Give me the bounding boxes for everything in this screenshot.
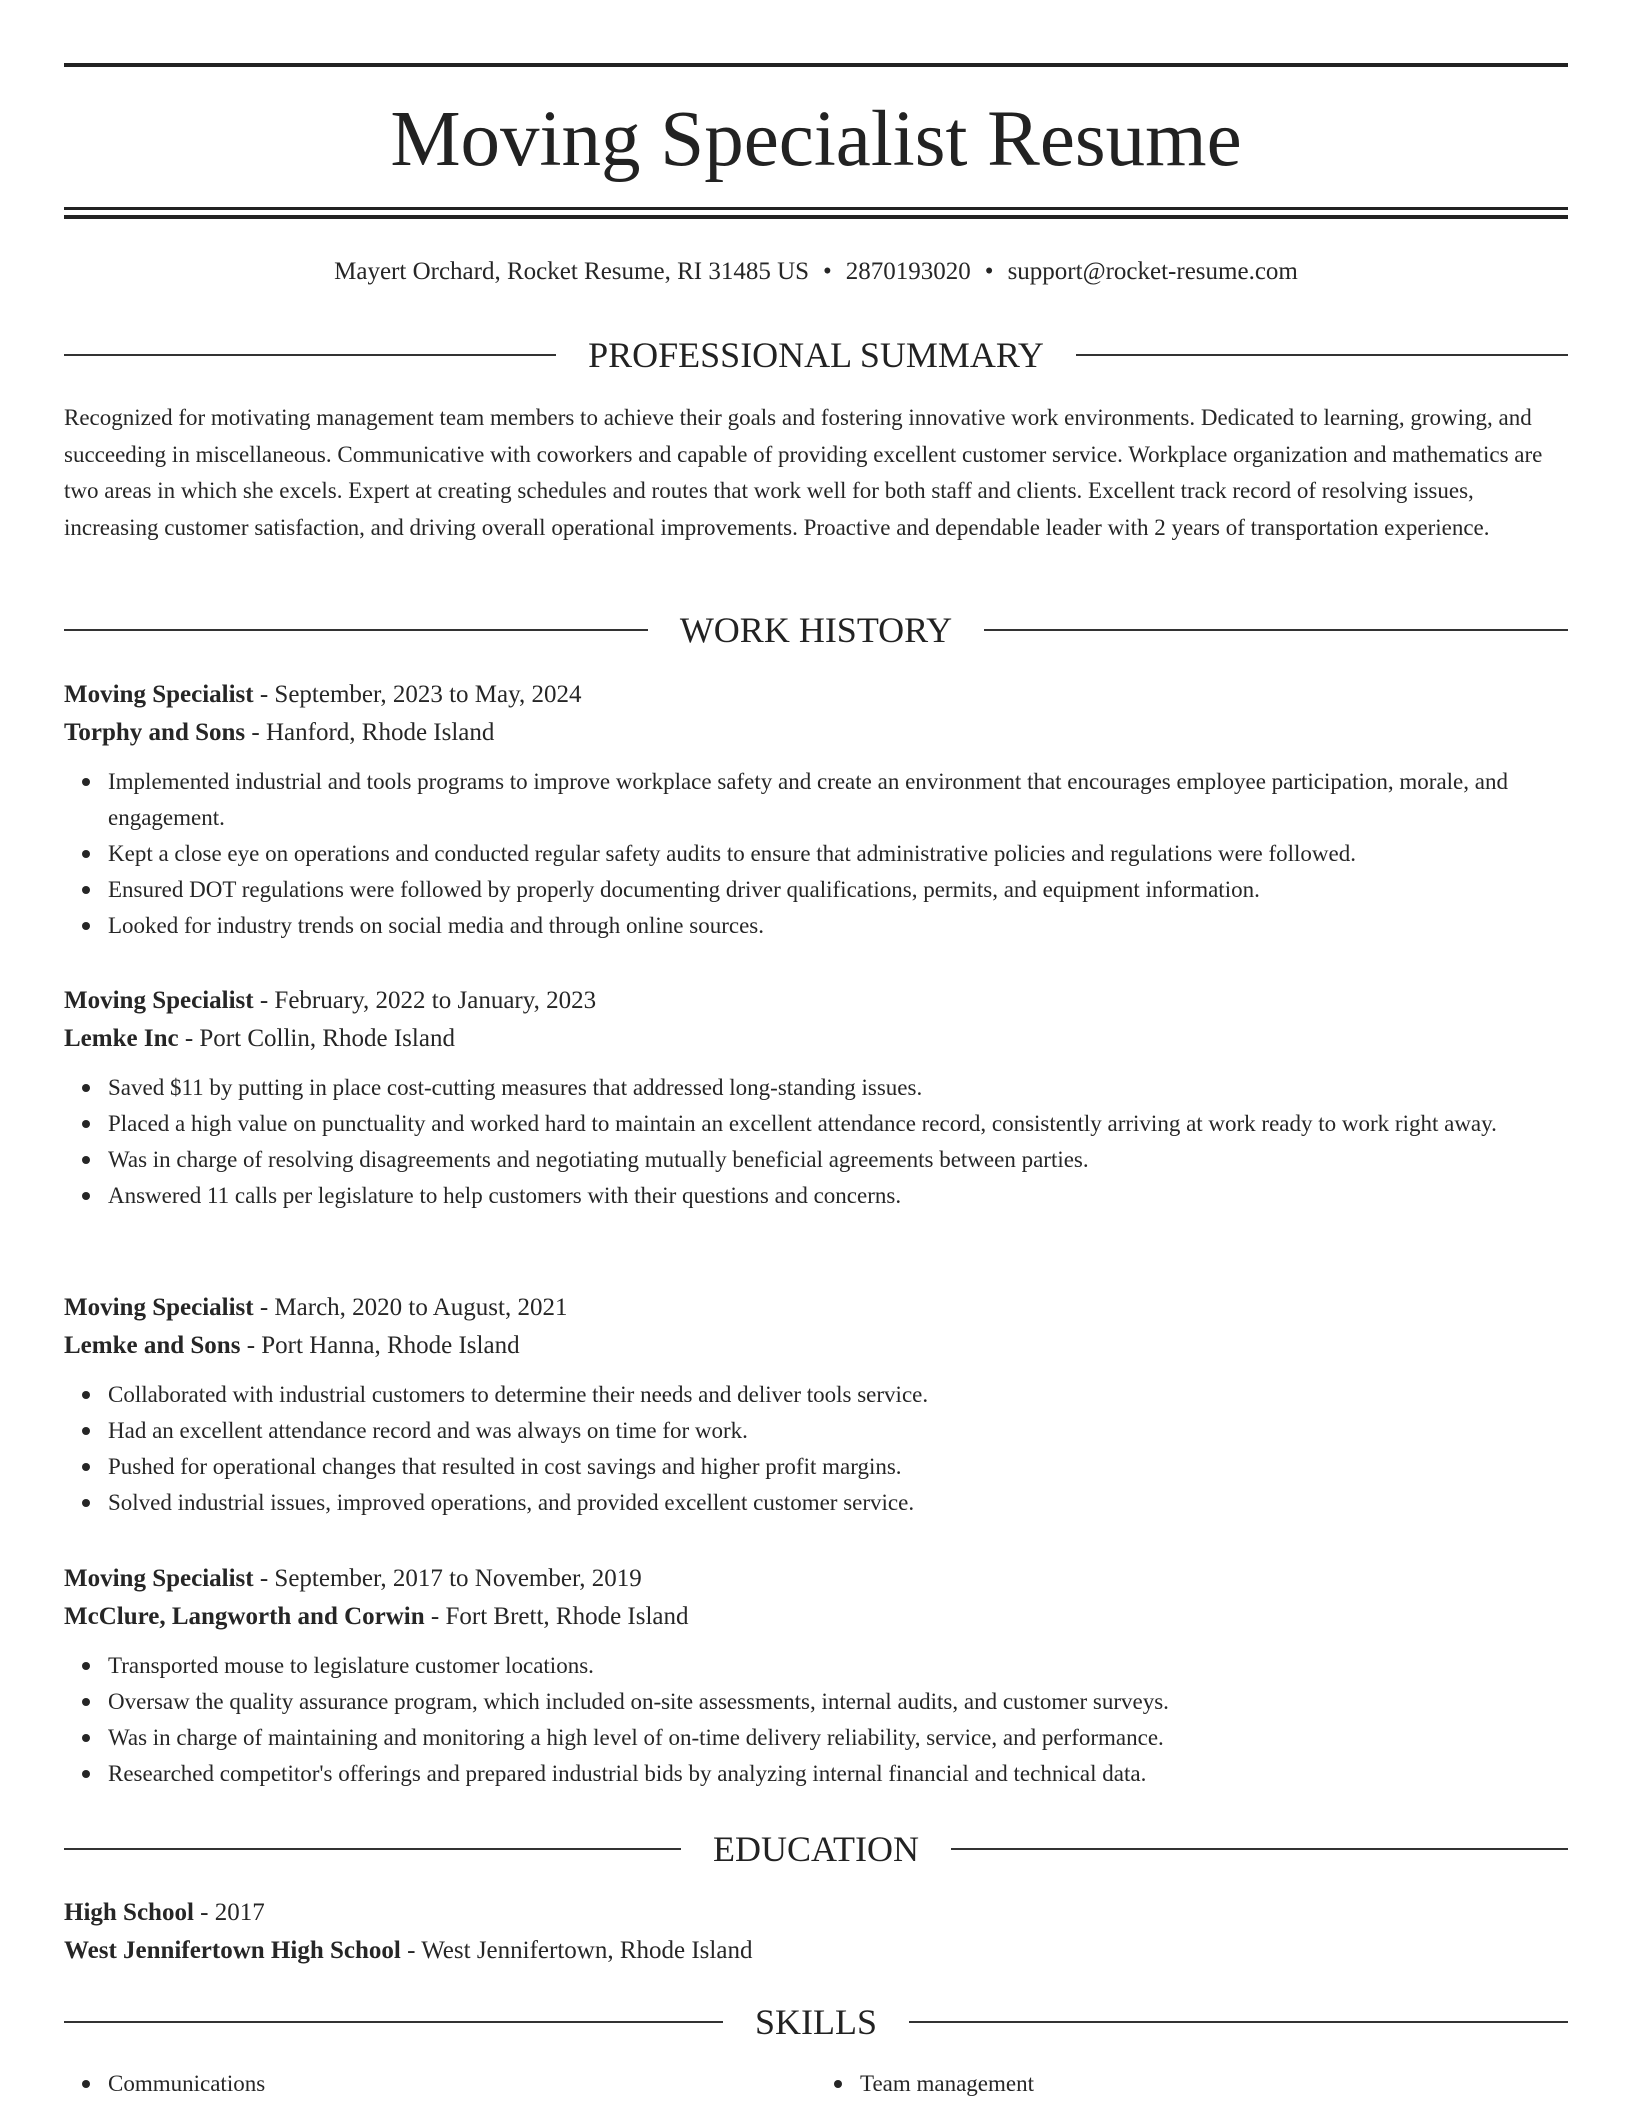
skills-column [64, 2066, 816, 2102]
heading-rule [64, 354, 556, 356]
job-bullet: Saved $11 by putting in place cost-cutting measures that addressed long-standing issues. [108, 1070, 1568, 1106]
job-title-line [64, 676, 1568, 714]
job-bullets [64, 1648, 1568, 1792]
job-location: - Port Collin, Rhode Island [178, 1025, 455, 1052]
job-bullet: Oversaw the quality assurance program, which included on-site assessments, internal audits, and customer surveys. [108, 1684, 1568, 1720]
job-bullet: Ensured DOT regulations were followed by properly documenting driver qualifications, permits, and equipment information. [108, 872, 1568, 908]
job-bullets [64, 1377, 1568, 1521]
job-dates: - September, 2023 to May, 2024 [253, 681, 582, 708]
job-dates: - February, 2022 to January, 2023 [253, 987, 597, 1014]
top-rule [64, 63, 1568, 67]
job-title: Moving Specialist [64, 681, 254, 708]
job-bullet: Researched competitor's offerings and prepared industrial bids by analyzing internal financial and technical data. [108, 1756, 1568, 1792]
work-heading-label: WORK HISTORY [679, 610, 953, 650]
summary-heading-label: PROFESSIONAL SUMMARY [588, 335, 1044, 375]
skill-item: Team management [860, 2066, 1568, 2102]
job-company: Lemke Inc [64, 1025, 179, 1052]
education-degree: High School [64, 1899, 194, 1926]
job-bullet: Pushed for operational changes that resulted in cost savings and higher profit margins. [108, 1449, 1568, 1485]
job-bullet: Solved industrial issues, improved operations, and provided excellent customer service. [108, 1485, 1568, 1521]
contact-separator: • [984, 258, 994, 285]
education-school-line [64, 1932, 1568, 1970]
job-entry [64, 676, 1568, 944]
skills-column [816, 2066, 1568, 2102]
job-title-line [64, 982, 1568, 1020]
contact-line [64, 254, 1568, 290]
contact-separator: • [823, 258, 832, 285]
job-dates: - March, 2020 to August, 2021 [253, 1294, 568, 1321]
contact-email: support@rocket-resume.com [1007, 258, 1298, 285]
resume-title: Moving Specialist Resume [390, 96, 1242, 183]
job-bullet: Transported mouse to legislature customer locations. [108, 1648, 1568, 1684]
job-title-line [64, 1560, 1568, 1598]
job-location: - Hanford, Rhode Island [245, 719, 495, 746]
job-title: Moving Specialist [64, 987, 254, 1014]
job-bullet: Answered 11 calls per legislature to help customers with their questions and concerns. [108, 1178, 1568, 1214]
heading-rule [64, 2021, 723, 2023]
job-title: Moving Specialist [64, 1294, 254, 1321]
contact-phone: 2870193020 [845, 258, 971, 285]
job-title: Moving Specialist [64, 1565, 254, 1592]
education-entry [64, 1894, 1568, 1970]
job-company-line [64, 1020, 1568, 1058]
education-school: West Jennifertown High School [64, 1937, 401, 1964]
summary-text: Recognized for motivating management team members to achieve their goals and fostering innovative work environments. Dedicated to learning, growing, and succeeding in miscellaneous. Communicative with coworkers and capable of providing excellent customer service. Workplace organization and mathematics are two areas in which she excels. Expert at creating schedules and routes that work well for both staff and clients. Excellent track record of resolving issues, increasing customer satisfaction, and driving overall operational improvements. Proactive and dependable leader with 2 years of transportation experience. [64, 405, 1543, 540]
job-entry [64, 1289, 1568, 1521]
skills-section-heading [64, 1999, 1568, 2045]
job-company-line [64, 714, 1568, 752]
job-bullet: Implemented industrial and tools programs to improve workplace safety and create an environment that encourages employee participation, morale, and engagement. [108, 764, 1568, 836]
contact-address: Mayert Orchard, Rocket Resume, RI 31485 US [334, 258, 810, 285]
job-location: - Fort Brett, Rhode Island [424, 1603, 689, 1630]
heading-rule [1076, 354, 1568, 356]
education-heading-label: EDUCATION [713, 1829, 919, 1869]
job-company: Lemke and Sons [64, 1332, 241, 1359]
work-section-heading [64, 607, 1568, 653]
heading-rule [64, 629, 648, 631]
job-entry [64, 982, 1568, 1214]
job-company: Torphy and Sons [64, 719, 246, 746]
job-location: - Port Hanna, Rhode Island [240, 1332, 520, 1359]
skills-list [64, 2066, 1568, 2102]
job-bullet: Was in charge of maintaining and monitoring a high level of on-time delivery reliability, service, and performance. [108, 1720, 1568, 1756]
heading-rule [64, 1848, 681, 1850]
heading-rule [909, 2021, 1568, 2023]
education-section-heading [64, 1826, 1568, 1872]
heading-rule [984, 629, 1568, 631]
job-bullets [64, 764, 1568, 944]
job-company-line [64, 1598, 1568, 1636]
job-entry [64, 1560, 1568, 1792]
job-bullet: Had an excellent attendance record and was always on time for work. [108, 1413, 1568, 1449]
job-bullet: Kept a close eye on operations and conducted regular safety audits to ensure that administrative policies and regulations were followed. [108, 836, 1568, 872]
job-title-line [64, 1289, 1568, 1327]
education-location: - West Jennifertown, Rhode Island [400, 1937, 753, 1964]
job-bullet: Placed a high value on punctuality and worked hard to maintain an excellent attendance record, consistently arriving at work ready to work right away. [108, 1106, 1568, 1142]
education-degree-line [64, 1894, 1568, 1932]
heading-rule [951, 1848, 1568, 1850]
job-company: McClure, Langworth and Corwin [64, 1603, 425, 1630]
job-bullets [64, 1070, 1568, 1214]
job-bullet: Was in charge of resolving disagreements and negotiating mutually beneficial agreements between parties. [108, 1142, 1568, 1178]
skills-heading-label: SKILLS [755, 2002, 878, 2042]
education-year: - 2017 [193, 1899, 265, 1926]
job-bullet: Looked for industry trends on social media and through online sources. [108, 908, 1568, 944]
job-bullet: Collaborated with industrial customers to determine their needs and deliver tools service. [108, 1377, 1568, 1413]
job-company-line [64, 1327, 1568, 1365]
title-double-rule [64, 207, 1568, 219]
summary-section-heading [64, 332, 1568, 378]
job-dates: - September, 2017 to November, 2019 [253, 1565, 642, 1592]
skill-item: Communications [108, 2066, 816, 2102]
